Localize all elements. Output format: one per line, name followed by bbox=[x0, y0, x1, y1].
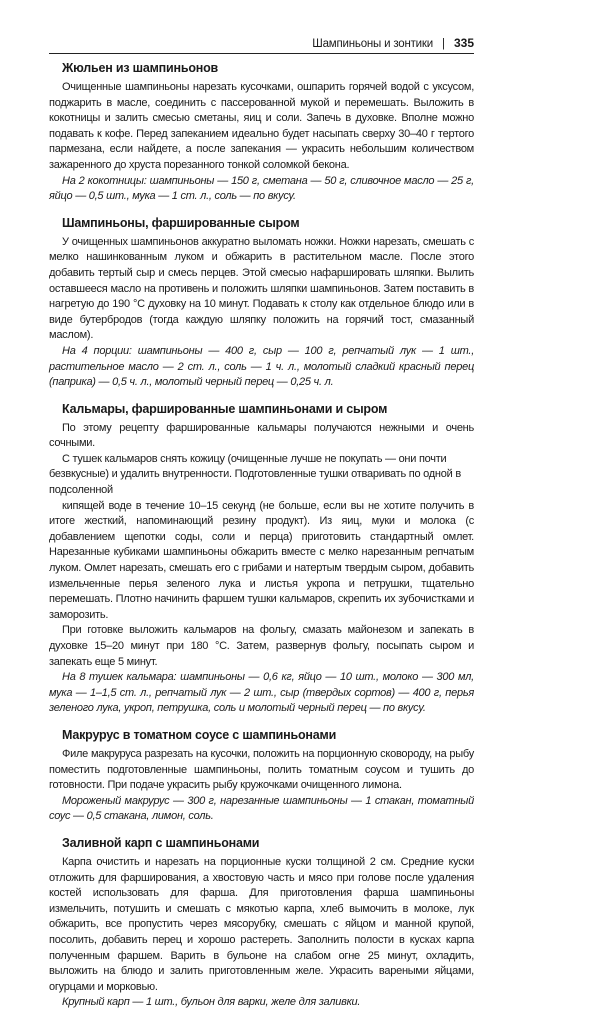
recipe-ingredients: На 8 тушек кальмара: шампиньоны — 0,6 кг, яйцо — 10 шт., молоко — 300 мл, мука — 1–1,5 ст. л., репчатый лук — 2 шт., сыр (твердых сортов) — 400 г, перья зеленого лука, укроп, петрушка, соль и молотый черный перец — по вкусу. bbox=[49, 671, 474, 715]
recipe-paragraph: При готовке выложить кальмаров на фольгу, смазать майонезом и запекать в духовке 15–20 минут при 180 °С. Затем, развернув фольгу, посыпать сыром и запекать еще 5 минут. bbox=[49, 624, 474, 668]
running-header bbox=[49, 36, 474, 52]
recipe-title: Жюльен из шампиньонов bbox=[62, 61, 219, 75]
recipe-ingredients: На 2 кокотницы: шампиньоны — 150 г, сметана — 50 г, сливочное масло — 25 г, яйцо — 0,5 шт., мука — 1 ст. л., соль — по вкусу. bbox=[49, 174, 474, 203]
header-rule bbox=[49, 53, 474, 54]
recipe-paragraph: кипящей воде в течение 10–15 секунд (не больше, если вы не хотите получить в итоге жесткий, напоминающий резину продукт). Из яиц, муки и молока (с добавлением щепотки соды, соли и перца) приготовить стандартный омлет. Нарезанные кубиками шампиньоны обжарить вместе с мелко нарезанным репчатым луком. Омлет нарезать, смешать его с грибами и натертым твердым сыром, добавить измельченные перья зеленого лука и листья укропа и петрушки, тщательно перемешать. Плотно начинить фаршем тушки кальмаров, скрепить их зубочистками и заморозить. bbox=[49, 499, 474, 621]
recipe-jellied-carp bbox=[49, 835, 474, 1011]
recipe-stuffed-squid bbox=[49, 401, 474, 717]
recipe-stuffed-mushrooms bbox=[49, 215, 474, 391]
recipe-paragraph: Карпа очистить и нарезать на порционные куски толщиной 2 см. Средние куски отложить для фарширования, а хвостовую часть и мясо при голове после удаления костей использовать для фарша. Для приготовления фарша шампиньоны измельчить, потушить и смешать с мякотью карпа, хлеб вымочить в молоке, лук обжарить, все пропустить через мясорубку, смешать с яйцом и манной крупой, посолить, добавить перец и хорошо растереть. Заполнить полости в кусках карпа полученным фаршем. Варить в бульоне на слабом огне 25 минут, охладить, выложить на блюдо и залить приготовленным желе. Украсить вареными яйцами, огурцами и морковью. bbox=[49, 855, 474, 993]
recipe-paragraph: Филе макруруса разрезать на кусочки, положить на порционную сковороду, на рыбу поместить подготовленные шампиньоны, полить томатным соусом и тушить до готовности. При подаче украсить рыбу кружочками очищенного лимона. bbox=[49, 747, 474, 792]
recipe-ingredients: Мороженый макрурус — 300 г, нарезанные шампиньоны — 1 стакан, томатный соус — 0,5 стакана, лимон, соль. bbox=[49, 794, 474, 823]
recipe-paragraph: С тушек кальмаров снять кожицу (очищенные лучше не покупать — они почти безвкусные) и удалить внутренности. Подготовленные тушки отваривать по одной в подсоленной bbox=[49, 452, 461, 497]
recipe-grenadier-tomato bbox=[49, 727, 474, 825]
recipe-ingredients: Крупный карп — 1 шт., бульон для варки, желе для заливки. bbox=[62, 996, 361, 1009]
recipe-title: Заливной карп с шампиньонами bbox=[62, 835, 260, 850]
running-title: Шампиньоны и зонтики bbox=[312, 38, 433, 50]
recipe-paragraph: По этому рецепту фаршированные кальмары получаются нежными и очень сочными. bbox=[49, 421, 474, 450]
recipe-ingredients: На 4 порции: шампиньоны — 400 г, сыр — 100 г, репчатый лук — 1 шт., растительное масло — 2 ст. л., соль — 1 ч. л., молотый сладкий красный перец (паприка) — 0,5 ч. л., молотый черный перец — 0,25 ч. л. bbox=[49, 344, 474, 389]
recipe-paragraph: Очищенные шампиньоны нарезать кусочками, ошпарить горячей водой с уксусом, поджарить в масле, соединить с пассерованной мукой и перемешать. Выложить в кокотницы и залить смесью сметаны, яиц и соли. Запечь в духовке. Вполне можно подавать к кофе. Перед запеканием идеально будет насыпать сверху 30–40 г тертого пармезана, если найдете, а после запекания — украсить небольшим количеством зажаренного до хруста порезанного тонкой соломкой бекона. bbox=[49, 81, 474, 171]
header-separator: | bbox=[441, 38, 445, 50]
recipe-paragraph: У очищенных шампиньонов аккуратно выломать ножки. Ножки нарезать, смешать с мелко нашинкованным луком и обжарить в растительном масле. После этого добавить тертый сыр и смесь перцев. Этой смесью нафаршировать шляпки. Вылить оставшееся масло на противень и положить шляпки шампиньонов. Затем поставить в нагретую до 190 °С духовку на 10 минут. Подавать к столу как отдельное блюдо или в виде бутербродов (тогда каждую шляпку положить на горячий тост, смазанный маслом). bbox=[49, 235, 474, 342]
page-content bbox=[49, 60, 474, 1021]
recipe-julienne bbox=[49, 60, 474, 205]
page-number: 335 bbox=[453, 36, 474, 50]
recipe-title: Макрурус в томатном соусе с шампиньонами bbox=[62, 727, 337, 742]
recipe-title: Кальмары, фаршированные шампиньонами и сыром bbox=[62, 401, 388, 416]
recipe-title: Шампиньоны, фаршированные сыром bbox=[62, 215, 300, 230]
